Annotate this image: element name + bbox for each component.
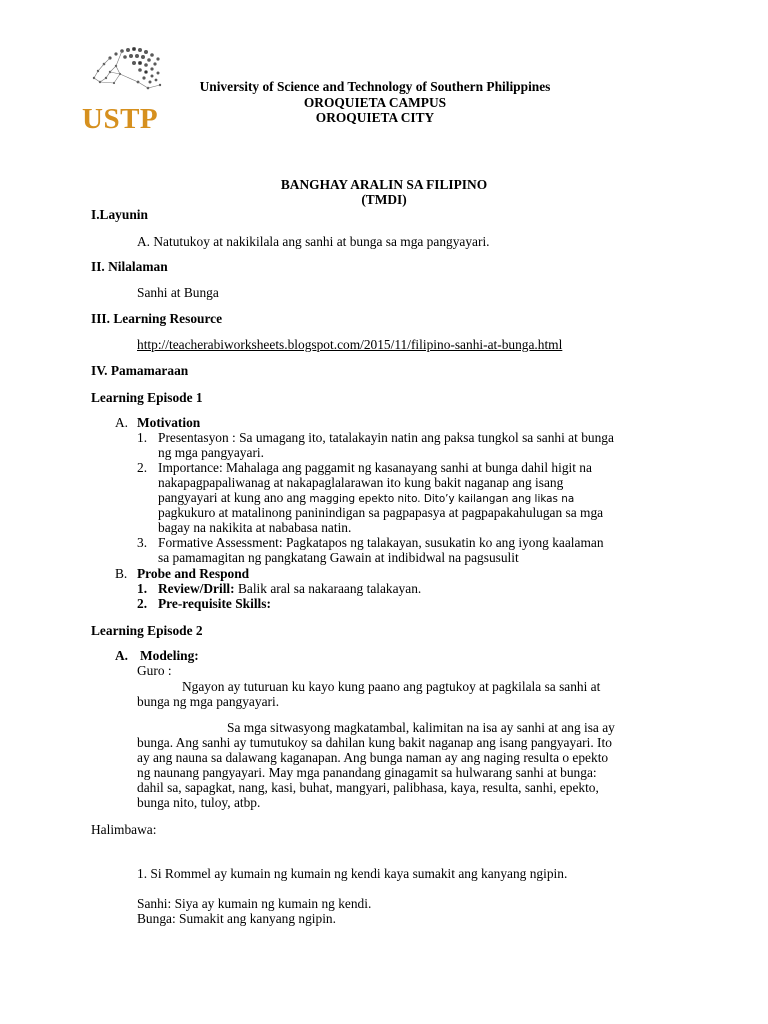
- layunin-item: A. Natutukoy at nakikilala ang sanhi at bunga sa mga pangyayari.: [137, 234, 490, 249]
- university-name: University of Science and Technology of Southern Philippines: [199, 79, 551, 94]
- modeling-paragraph-1: bunga ng mga pangyayari.: [137, 694, 280, 709]
- section-heading-nilalaman: II. Nilalaman: [91, 259, 168, 274]
- episode1-heading: Learning Episode 1: [91, 390, 203, 405]
- modeling-paragraph-2: ng naunang pangyayari. May mga panandang ginagamit sa hulwarang sanhi at bunga:: [137, 765, 597, 780]
- motivation-item-3-line: Formative Assessment: Pagkatapos ng talakayan, susukatin ko ang iyong kaalaman: [158, 535, 604, 550]
- section-heading-layunin: I.Layunin: [91, 207, 148, 222]
- review-label: Review/Drill:: [158, 581, 235, 596]
- review-num: 1.: [137, 581, 148, 596]
- probe-label: Probe and Respond: [137, 566, 250, 581]
- document-title: BANGHAY ARALIN SA FILIPINO: [280, 177, 488, 192]
- nilalaman-text: Sanhi at Bunga: [137, 285, 219, 300]
- episode2-heading: Learning Episode 2: [91, 623, 203, 638]
- motivation-item-3-line: sa pamamagitan ng pangkatang Gawain at indibidwal na pagsusulit: [158, 550, 519, 565]
- section-heading-pamamaraan: IV. Pamamaraan: [91, 363, 189, 378]
- guro-label: Guro :: [137, 663, 172, 678]
- prereq-label: Pre-requisite Skills:: [158, 596, 271, 611]
- motivation-label: Motivation: [137, 415, 201, 430]
- review-text: Balik aral sa nakaraang talakayan.: [234, 581, 422, 596]
- motivation-item-2-line: bagay na nakikita at nababasa natin.: [158, 520, 352, 535]
- modeling-paragraph-2: ay ang nauna sa dalawang kaganapan. Ang bunga naman ay ang naging resulta o epekto: [137, 750, 609, 765]
- motivation-item-2-line: nakapagpapaliwanag at nakapaglalarawan ito kung bakit naganap ang isang: [158, 475, 564, 490]
- probe-marker: B.: [115, 566, 128, 581]
- campus-name: OROQUIETA CAMPUS: [303, 95, 447, 110]
- modeling-label: Modeling:: [140, 648, 199, 663]
- motivation-marker: A.: [115, 415, 129, 430]
- motivation-item-2-num: 2.: [137, 460, 148, 475]
- halimbawa-label: Halimbawa:: [91, 822, 157, 837]
- modeling-paragraph-1: Ngayon ay tuturuan ku kayo kung paano ang pagtukoy at pagkilala sa sanhi at: [182, 679, 601, 694]
- motivation-item-3-num: 3.: [137, 535, 148, 550]
- document-subtitle: (TMDI): [361, 192, 407, 207]
- example-sanhi: Sanhi: Siya ay kumain ng kumain ng kendi.: [137, 896, 372, 911]
- city-name: OROQUIETA CITY: [315, 110, 435, 125]
- example-bunga: Bunga: Sumakit ang kanyang ngipin.: [137, 911, 336, 926]
- prereq-num: 2.: [137, 596, 148, 611]
- modeling-paragraph-2: dahil sa, sapagkat, nang, kasi, buhat, mangyari, palibhasa, kaya, resulta, sanhi, epekto,: [137, 780, 599, 795]
- modeling-paragraph-2: bunga. Ang sanhi ay tumutukoy sa dahilan kung bakit naganap ang isang pangyayari. Ito: [137, 735, 612, 750]
- example-sentence: 1. Si Rommel ay kumain ng kumain ng kendi kaya sumakit ang kanyang ngipin.: [137, 866, 568, 881]
- modeling-marker: A.: [115, 648, 129, 663]
- ustp-logo-text: USTP: [82, 103, 159, 134]
- motivation-item-1-line: Presentasyon : Sa umagang ito, tatalakayin natin ang paksa tungkol sa sanhi at bunga: [158, 430, 614, 445]
- motivation-item-1-line: ng mga pangyayari.: [158, 445, 264, 460]
- motivation-item-2-line3a: pangyayari at kung ano ang: [158, 490, 310, 505]
- motivation-item-2-line: pagkukuro at matalinong paninindigan sa pagpapasya at pagpapakahulugan sa mga: [158, 505, 604, 520]
- modeling-paragraph-2: bunga nito, tuloy, atbp.: [137, 795, 261, 810]
- modeling-paragraph-2: Sa mga sitwasyong magkatambal, kalimitan na isa ay sanhi at ang isa ay: [227, 720, 615, 735]
- motivation-item-1-num: 1.: [137, 430, 148, 445]
- motivation-item-2-line: Importance: Mahalaga ang paggamit ng kasanayang sanhi at bunga dahil higit na: [158, 460, 592, 475]
- resource-link[interactable]: http://teacherabiworksheets.blogspot.com/2015/11/filipino-sanhi-at-bunga.html: [137, 337, 563, 352]
- section-heading-resource: III. Learning Resource: [91, 311, 223, 326]
- review-line: [158, 581, 421, 596]
- motivation-item-2-line3b: magging epekto nito. Dito’y kailangan ang likas na: [309, 493, 575, 505]
